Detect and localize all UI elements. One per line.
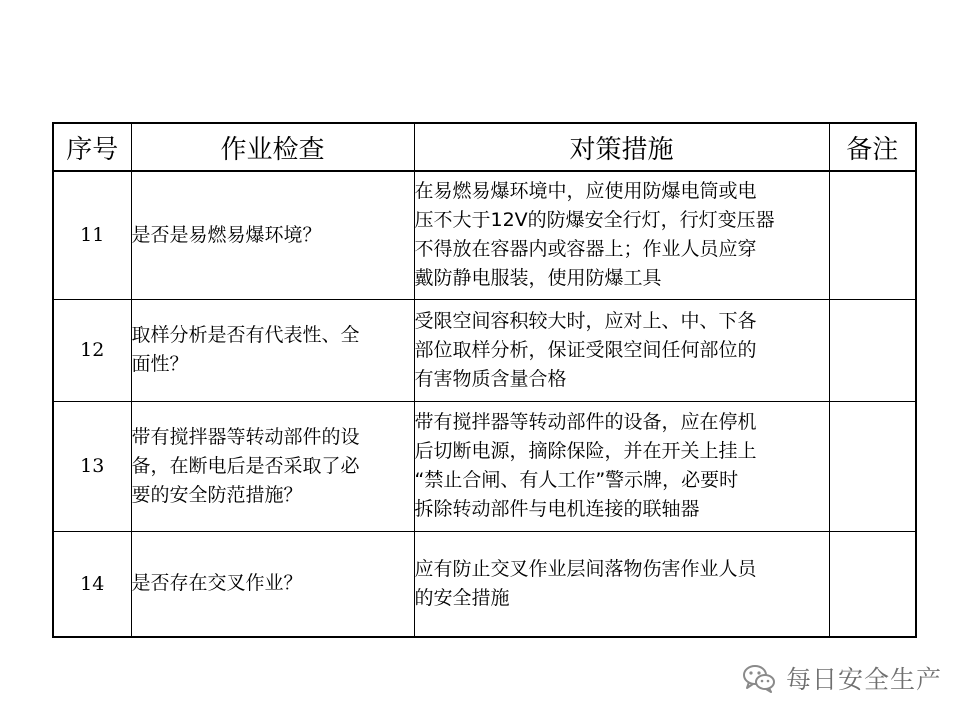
note-cell bbox=[829, 171, 916, 299]
watermark-text: 每日安全生产 bbox=[786, 665, 943, 694]
header-num: 序号 bbox=[53, 123, 131, 171]
check-cell bbox=[131, 299, 414, 401]
check-text: 带有搅拌器等转动部件的设 备，在断电后是否采取了必 要的安全防范措施？ bbox=[131, 425, 360, 506]
note-cell bbox=[829, 531, 916, 637]
note-cell bbox=[829, 401, 916, 531]
row-number: 11 bbox=[53, 171, 131, 299]
table-row bbox=[53, 401, 916, 531]
table-row bbox=[53, 299, 916, 401]
measure-cell bbox=[414, 299, 829, 401]
header-measure: 对策措施 bbox=[414, 123, 829, 171]
row-number: 12 bbox=[53, 299, 131, 401]
table-row bbox=[53, 531, 916, 637]
measure-text: 在易燃易爆环境中，应使用防爆电筒或电 压不大于12V的防爆安全行灯，行灯变压器 不得放在容器内或容器上；作业人员应穿 戴防静电服装，使用防爆工具 bbox=[414, 180, 775, 290]
check-text: 是否存在交叉作业？ bbox=[131, 572, 303, 595]
check-cell bbox=[131, 171, 414, 299]
header-check: 作业检查 bbox=[131, 123, 414, 171]
watermark bbox=[742, 660, 942, 696]
check-text: 是否是易燃易爆环境？ bbox=[131, 223, 322, 246]
header-note: 备注 bbox=[829, 123, 916, 171]
wechat-icon bbox=[742, 663, 776, 693]
check-cell bbox=[131, 531, 414, 637]
measure-text: 受限空间容积较大时，应对上、中、下各 部位取样分析，保证受限空间任何部位的 有害物质含量合格 bbox=[414, 309, 757, 390]
note-cell bbox=[829, 299, 916, 401]
safety-check-table bbox=[52, 122, 917, 638]
measure-text: 应有防止交叉作业层间落物伤害作业人员 的安全措施 bbox=[414, 557, 757, 609]
table-row bbox=[53, 171, 916, 299]
header-row bbox=[53, 123, 916, 171]
row-number: 13 bbox=[53, 401, 131, 531]
measure-cell bbox=[414, 531, 829, 637]
check-cell bbox=[131, 401, 414, 531]
measure-text: 带有搅拌器等转动部件的设备，应在停机 后切断电源，摘除保险，并在开关上挂上 “禁止合闸、有人工作”警示牌，必要时 拆除转动部件与电机连接的联轴器 bbox=[414, 411, 757, 520]
check-text: 取样分析是否有代表性、全 面性？ bbox=[131, 324, 360, 375]
row-number: 14 bbox=[53, 531, 131, 637]
measure-cell bbox=[414, 401, 829, 531]
measure-cell bbox=[414, 171, 829, 299]
